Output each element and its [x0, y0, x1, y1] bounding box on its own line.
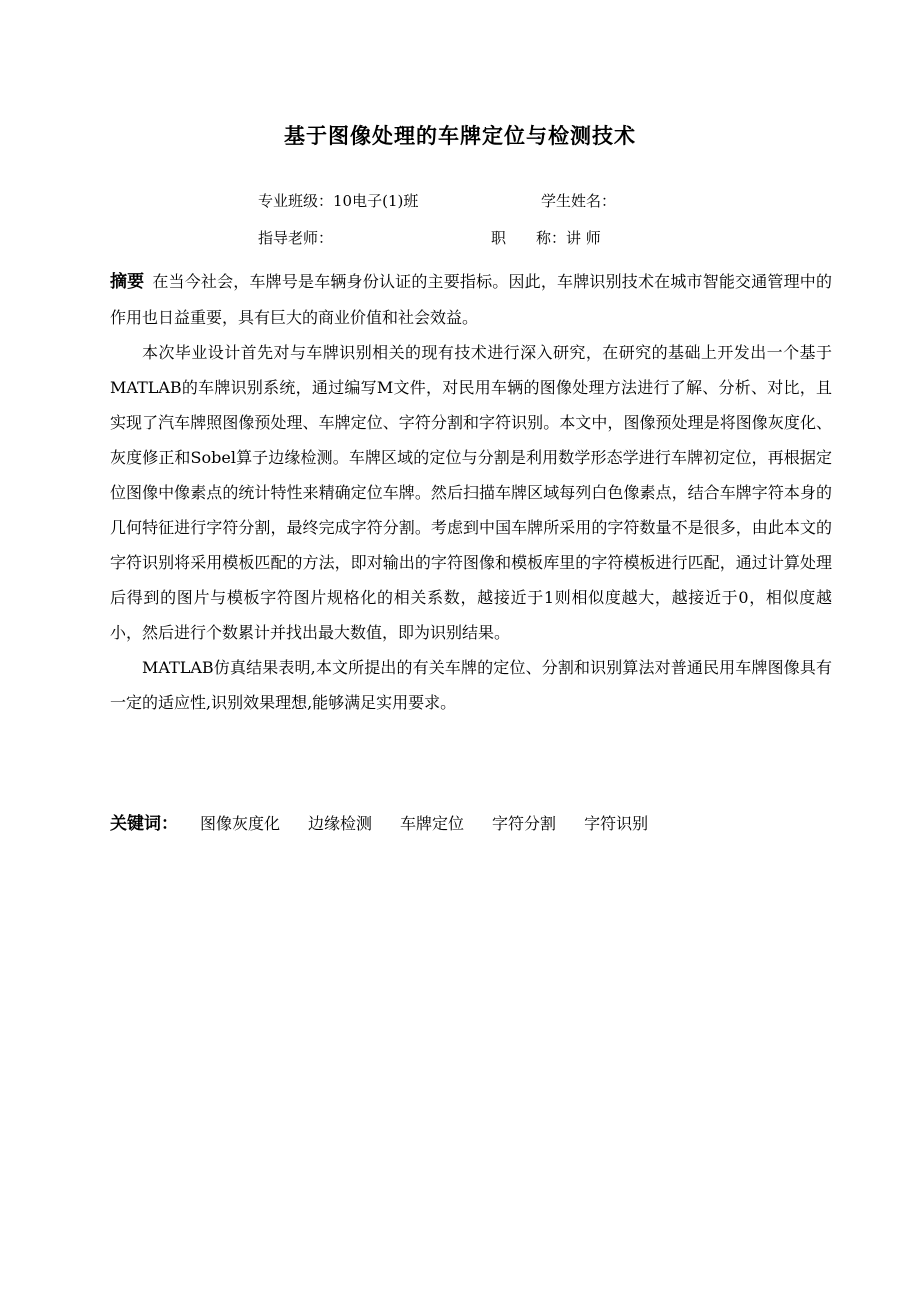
- rank-label: 职 称：: [491, 229, 567, 247]
- keyword-item: 字符分割: [492, 814, 557, 833]
- rank-field: [491, 227, 601, 248]
- rank-value: 讲 师: [566, 229, 601, 247]
- abstract-paragraph-3: MATLAB仿真结果表明,本文所提出的有关车牌的定位、分割和识别算法对普通民用车牌图像具有一定的适应性,识别效果理想,能够满足实用要求。: [110, 658, 832, 712]
- keyword-item: 边缘检测: [308, 814, 373, 833]
- abstract-section: [110, 264, 832, 720]
- student-label: 学生姓名：: [541, 192, 617, 210]
- major-field: [258, 190, 418, 211]
- abstract-paragraph-2: 本次毕业设计首先对与车牌识别相关的现有技术进行深入研究，在研究的基础上开发出一个基于MATLAB的车牌识别系统，通过编写M文件，对民用车辆的图像处理方法进行了解、分析、对比，且实现了汽车牌照图像预处理、车牌定位、字符分割和字符识别。本文中，图像预处理是将图像灰度化、灰度修正和Sobel算子边缘检测。车牌区域的定位与分割是利用数学形态学进行车牌初定位，再根据定位图像中像素点的统计特性来精确定位车牌。然后扫描车牌区域每列白色像素点，结合车牌字符本身的几何特征进行字符分割，最终完成字符分割。考虑到中国车牌所采用的字符数量不是很多，由此本文的字符识别将采用模板匹配的方法，即对输出的字符图像和模板库里的字符模板进行匹配，通过计算处理后得到的图片与模板字符图片规格化的相关系数，越接近于1则相似度越大，越接近于0，相似度越小，然后进行个数累计并找出最大数值，即为识别结果。: [110, 343, 832, 642]
- keyword-item: 图像灰度化: [200, 814, 281, 833]
- advisor-field: [258, 227, 333, 248]
- student-name-field: [541, 190, 616, 211]
- keywords-section: [110, 809, 676, 834]
- keywords-label: 关键词：: [110, 814, 178, 834]
- keyword-item: 字符识别: [584, 814, 649, 833]
- keyword-item: 车牌定位: [400, 814, 465, 833]
- abstract-label: 摘要: [110, 272, 145, 292]
- major-value: 10电子(1)班: [333, 192, 419, 210]
- abstract-paragraph-1-text: 在当今社会，车牌号是车辆身份认证的主要指标。因此，车牌识别技术在城市智能交通管理中的作用也日益重要，具有巨大的商业价值和社会效益。: [110, 272, 832, 327]
- document-title: 基于图像处理的车牌定位与检测技术: [284, 124, 636, 148]
- abstract-paragraph-1: [110, 264, 832, 335]
- major-label: 专业班级：: [258, 192, 334, 210]
- advisor-label: 指导老师：: [258, 229, 334, 247]
